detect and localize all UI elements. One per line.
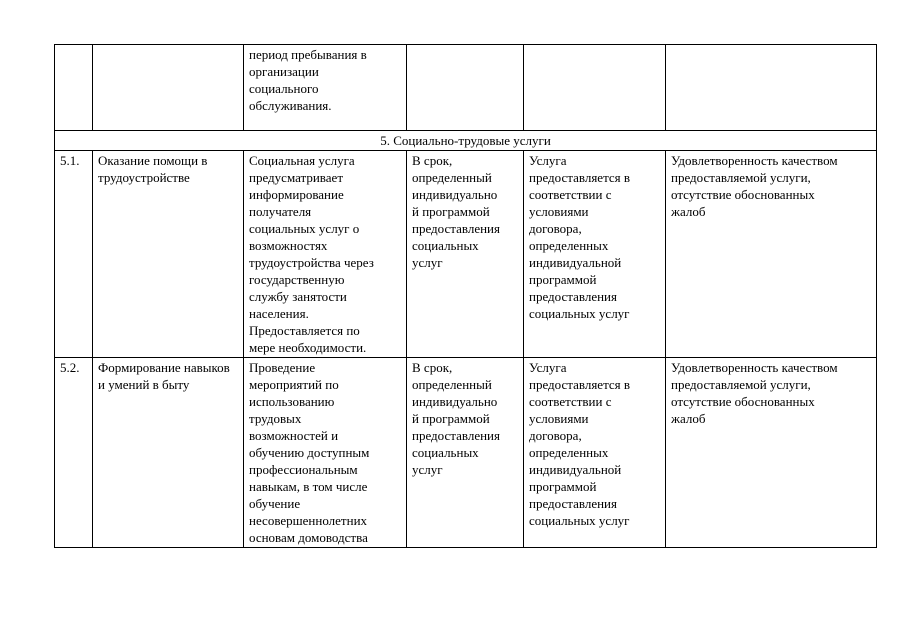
cell-name: [93, 45, 244, 131]
cell-quality: Удовлетворенность качеством предоставляемой услуги, отсутствие обоснованных жалоб: [666, 358, 877, 548]
table-row-continuation: [55, 45, 877, 131]
cell-number: 5.1.: [55, 151, 93, 358]
cell-content: Проведение мероприятий по использованию трудовых возможностей и обучению доступным профессиональным навыкам, в том числе обучение несовершеннолетних основам домоводства: [244, 358, 407, 548]
cell-number: 5.2.: [55, 358, 93, 548]
section-header-row: [55, 131, 877, 151]
table-row: [55, 151, 877, 358]
cell-number: [55, 45, 93, 131]
cell-content: период пребывания в организации социального обслуживания.: [244, 45, 407, 131]
table-row: [55, 358, 877, 548]
cell-deadline: В срок, определенный индивидуально й программой предоставления социальных услуг: [407, 151, 524, 358]
cell-conditions: Услуга предоставляется в соответствии с условиями договора, определенных индивидуальной программой предоставления социальных услуг: [524, 358, 666, 548]
cell-quality: Удовлетворенность качеством предоставляемой услуги, отсутствие обоснованных жалоб: [666, 151, 877, 358]
cell-deadline: [407, 45, 524, 131]
cell-name: Формирование навыков и умений в быту: [93, 358, 244, 548]
services-table: [54, 44, 877, 548]
section-title: 5. Социально-трудовые услуги: [55, 131, 877, 151]
cell-conditions: Услуга предоставляется в соответствии с условиями договора, определенных индивидуальной программой предоставления социальных услуг: [524, 151, 666, 358]
cell-deadline: В срок, определенный индивидуально й программой предоставления социальных услуг: [407, 358, 524, 548]
cell-name: Оказание помощи в трудоустройстве: [93, 151, 244, 358]
cell-quality: [666, 45, 877, 131]
cell-content: Социальная услуга предусматривает информирование получателя социальных услуг о возможностях трудоустройства через государственную службу занятости населения. Предоставляется по мере необходимости.: [244, 151, 407, 358]
cell-conditions: [524, 45, 666, 131]
